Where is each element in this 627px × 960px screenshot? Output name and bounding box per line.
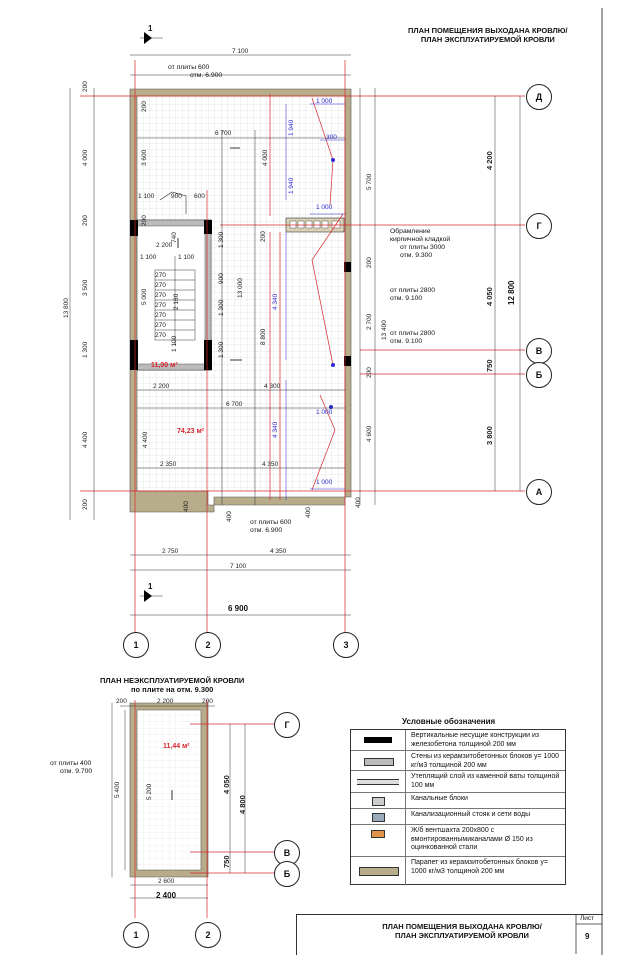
note-brick-3: от плиты 3000 bbox=[400, 244, 446, 251]
dim-int-400b: 400 bbox=[226, 511, 233, 522]
note-brick-4: отм. 9.300 bbox=[400, 252, 433, 259]
plan2-dim-top-2200: 2 200 bbox=[157, 698, 174, 705]
area-stair: 11,00 м² bbox=[151, 362, 178, 369]
dim-right-4200: 4 200 bbox=[485, 151, 494, 170]
dim-right-4600: 4 600 bbox=[366, 425, 373, 442]
dim-right-2700: 2 700 bbox=[366, 313, 373, 330]
legend-item bbox=[351, 856, 565, 885]
dim-right-400a: 400 bbox=[355, 497, 362, 508]
dim-left-5000: 5 000 bbox=[141, 288, 148, 305]
blue-dim-1000b: 1 000 bbox=[316, 204, 333, 211]
dim-int-13000: 13 000 bbox=[237, 278, 244, 298]
dim-int-1300a: 1 300 bbox=[218, 231, 225, 248]
dim-int-8800: 8 800 bbox=[260, 328, 267, 345]
note-bottom-line2: отм. 6.900 bbox=[250, 527, 283, 534]
dim-left-4400b: 4 400 bbox=[142, 431, 149, 448]
plan1-main bbox=[70, 32, 525, 636]
legend-item bbox=[351, 808, 565, 825]
plan2-title-line2: по плите на отм. 9.300 bbox=[130, 685, 214, 694]
dim-right-5700: 5 700 bbox=[366, 173, 373, 190]
vent-shaft-icon bbox=[371, 830, 385, 838]
blue-dim-1940b: 1 940 bbox=[288, 177, 295, 194]
insulation-icon bbox=[357, 779, 399, 785]
legend-title: Условные обозначения bbox=[402, 717, 496, 726]
dim-left-3500: 3 500 bbox=[82, 279, 89, 296]
stair-tread-2: 270 bbox=[155, 282, 166, 289]
blue-dim-1940a: 1 940 bbox=[288, 119, 295, 136]
legend-text: Ж/б вентшахта 200х800 с вмонтированнымиканалами Ø 150 из оцинкованной стали bbox=[411, 827, 533, 851]
plan2-dim-bottom-2600: 2 600 bbox=[158, 878, 175, 885]
dim-right-4050: 4 050 bbox=[485, 287, 494, 306]
dim-left-1100: 1 100 bbox=[171, 335, 178, 352]
axis-bubble-1: 1 bbox=[123, 632, 149, 658]
dim-left-200a: 200 bbox=[82, 81, 89, 92]
note-2800b-1: от плиты 2800 bbox=[390, 330, 436, 337]
plan2-small bbox=[112, 700, 275, 918]
stair-tread-4: 270 bbox=[155, 302, 166, 309]
axis-bubble-a: А bbox=[526, 479, 552, 505]
legend-text: Стены из керамзитобетонных блоков у= 1000 кг/м3 толщиной 200 мм bbox=[411, 753, 560, 769]
dim-right-750: 750 bbox=[485, 359, 494, 372]
note-top-line2: отм. 6.900 bbox=[190, 72, 223, 79]
axis-bubble-g: Г bbox=[526, 213, 552, 239]
dim-left-13800: 13 800 bbox=[63, 298, 70, 318]
black-bar-icon bbox=[364, 737, 392, 743]
plan2-dim-bottom-2400: 2 400 bbox=[156, 891, 177, 900]
note-brick-1: Обрамление bbox=[390, 228, 431, 235]
dim-bottom-4300: 4 300 bbox=[264, 383, 281, 390]
plan2-dim-left-5400: 5 400 bbox=[114, 781, 121, 798]
note-brick-2: кирпичной кладкой bbox=[390, 236, 451, 243]
section-mark-top: 1 bbox=[148, 24, 153, 33]
plan2-axis-1: 1 bbox=[123, 922, 149, 948]
dim-bottom-2200: 2 200 bbox=[153, 383, 170, 390]
stair-tread-1: 270 bbox=[155, 272, 166, 279]
dim-stair-2200: 2 200 bbox=[156, 242, 173, 249]
legend-text: Канализационный стояк и сети воды bbox=[411, 811, 531, 818]
dim-top-600: 600 bbox=[194, 193, 205, 200]
dim-bottom-4350: 4 350 bbox=[270, 548, 287, 555]
sheet-title-line1: ПЛАН ПОМЕЩЕНИЯ ВЫХОДАНА КРОВЛЮ/ bbox=[408, 26, 568, 35]
blue-dim-1000d: 1 000 bbox=[316, 479, 333, 486]
dim-right-3800: 3 800 bbox=[485, 426, 494, 445]
sewer-riser-icon bbox=[372, 813, 385, 822]
dim-top-7100: 7 100 bbox=[232, 48, 249, 55]
channel-block-icon bbox=[372, 797, 385, 806]
blue-dim-1000a: 1 000 bbox=[316, 98, 333, 105]
plan2-dim-right-4050: 4 050 bbox=[222, 775, 231, 794]
dim-bottom-6700: 6 700 bbox=[226, 401, 243, 408]
plan2-note-1: от плиты 400 bbox=[50, 760, 92, 767]
stair-tread-6: 270 bbox=[155, 322, 166, 329]
plan2-axis-2: 2 bbox=[195, 922, 221, 948]
blue-dim-1000c: 1 000 bbox=[316, 409, 333, 416]
dim-left-200c: 200 bbox=[82, 499, 89, 510]
dim-right-13400: 13 400 bbox=[381, 320, 388, 340]
dim-right-400b: 400 bbox=[305, 507, 312, 518]
axis-bubble-b: Б bbox=[526, 362, 552, 388]
dim-int-1300c: 1 300 bbox=[218, 341, 225, 358]
dim-right-200b: 200 bbox=[366, 367, 373, 378]
dim-right-200a: 200 bbox=[366, 257, 373, 268]
dim-top-1100: 1 100 bbox=[138, 193, 155, 200]
plan2-dim-right-750: 750 bbox=[222, 855, 231, 868]
dim-bottom-2750: 2 750 bbox=[162, 548, 179, 555]
plan2-axis-v: В bbox=[274, 840, 300, 866]
dim-left-2160: 2 160 bbox=[173, 293, 180, 310]
stair-tread-7: 270 bbox=[155, 332, 166, 339]
note-2800a-2: отм. 9.100 bbox=[390, 295, 423, 302]
sheet-title-line2: ПЛАН ЭКСПЛУАТИРУЕМОЙ КРОВЛИ bbox=[420, 35, 555, 44]
parapet-icon bbox=[359, 867, 399, 876]
plan2-note-2: отм. 9.700 bbox=[60, 768, 93, 775]
dim-int-900: 900 bbox=[218, 273, 225, 284]
dim-left-200b: 200 bbox=[82, 215, 89, 226]
blue-dim-300: 300 bbox=[326, 134, 337, 141]
overall-height: 12 800 bbox=[507, 280, 516, 305]
legend bbox=[350, 729, 566, 885]
plan2-dim-top-200b: 200 bbox=[202, 698, 213, 705]
section-mark-bottom: 1 bbox=[148, 582, 153, 591]
dim-left-740: 740 bbox=[171, 232, 178, 243]
dim-left-200d: 200 bbox=[141, 101, 148, 112]
plan2-title-line1: ПЛАН НЕЭКСПЛУАТИРУЕМОЙ КРОВЛИ bbox=[100, 676, 245, 685]
note-2800b-2: отм. 9.100 bbox=[390, 338, 423, 345]
dim-int-400a: 400 bbox=[183, 501, 190, 512]
stamp-title-line1: ПЛАН ПОМЕЩЕНИЯ ВЫХОДАНА КРОВЛЮ/ bbox=[382, 922, 542, 931]
stamp-sheet-label: Лист bbox=[580, 915, 595, 922]
dim-left-200e: 200 bbox=[141, 215, 148, 226]
dim-int-200: 200 bbox=[260, 231, 267, 242]
dim-bottom-2350: 2 350 bbox=[160, 461, 177, 468]
legend-item bbox=[351, 750, 565, 771]
overall-width: 6 900 bbox=[228, 604, 249, 613]
dim-stair-1100b: 1 100 bbox=[178, 254, 195, 261]
grey-bar-icon bbox=[364, 758, 394, 766]
stair-tread-3: 270 bbox=[155, 292, 166, 299]
plan2-axis-b: Б bbox=[274, 861, 300, 887]
plan2-axis-g: Г bbox=[274, 712, 300, 738]
legend-text: Вертикальные несущие конструкции из железобетона толщиной 200 мм bbox=[411, 732, 540, 748]
dim-bottom-7100: 7 100 bbox=[230, 563, 247, 570]
legend-text: Утеплящий слой из каменной ваты толщиной 100 мм bbox=[411, 773, 560, 789]
dim-int-4000: 4 000 bbox=[262, 149, 269, 166]
dim-stair-1100a: 1 100 bbox=[140, 254, 157, 261]
legend-item bbox=[351, 770, 565, 793]
legend-item bbox=[351, 792, 565, 809]
dim-left-3600: 3 600 bbox=[141, 149, 148, 166]
dim-int-1300b: 1 300 bbox=[218, 299, 225, 316]
dim-left-4400: 4 400 bbox=[82, 431, 89, 448]
blue-dim-4340b: 4 340 bbox=[272, 421, 279, 438]
legend-item bbox=[351, 730, 565, 750]
stamp-sheet-number: 9 bbox=[585, 932, 590, 941]
plan2-dim-right-4800: 4 800 bbox=[238, 795, 247, 814]
axis-bubble-3: 3 bbox=[333, 632, 359, 658]
dim-bottom-4350b: 4 350 bbox=[262, 461, 279, 468]
plan2-area: 11,44 м² bbox=[163, 743, 190, 750]
note-2800a-1: от плиты 2800 bbox=[390, 287, 436, 294]
stamp-title-line2: ПЛАН ЭКСПЛУАТИРУЕМОЙ КРОВЛИ bbox=[395, 931, 529, 940]
axis-bubble-2: 2 bbox=[195, 632, 221, 658]
area-roof: 74,23 м² bbox=[177, 428, 204, 435]
dim-left-1300: 1 300 bbox=[82, 341, 89, 358]
note-bottom-line1: от плиты 600 bbox=[250, 519, 292, 526]
plan2-dim-top-200a: 200 bbox=[116, 698, 127, 705]
stair-tread-5: 270 bbox=[155, 312, 166, 319]
legend-text: Канальные блоки bbox=[411, 795, 468, 802]
axis-bubble-v: В bbox=[526, 338, 552, 364]
note-top-line1: от плиты 600 bbox=[168, 64, 210, 71]
plan2-dim-left-5200: 5 200 bbox=[146, 783, 153, 800]
dim-top-6700: 6 700 bbox=[215, 130, 232, 137]
legend-text: Парапет из керамзитобетонных блоков у= 1000 кг/м3 толщиной 200 мм bbox=[411, 859, 548, 875]
blue-dim-4340a: 4 340 bbox=[272, 293, 279, 310]
dim-left-4000: 4 000 bbox=[82, 149, 89, 166]
legend-item bbox=[351, 824, 565, 857]
dim-top-900: 900 bbox=[171, 193, 182, 200]
axis-bubble-d: Д bbox=[526, 84, 552, 110]
